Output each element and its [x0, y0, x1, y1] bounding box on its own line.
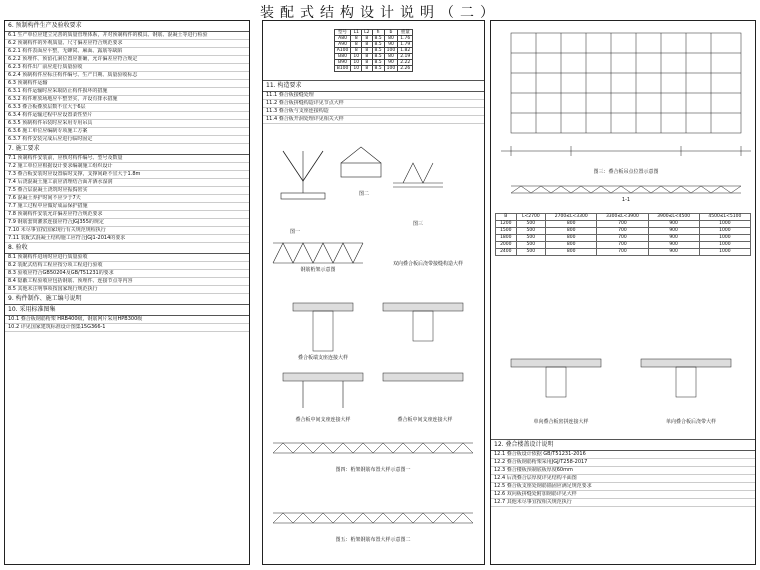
table-cell: 1000	[699, 249, 750, 256]
caption-fig-two: 图二	[358, 191, 369, 197]
caption-mid-support: 叠合板中间支座连接大样	[295, 417, 351, 423]
table-cell: 800	[546, 228, 597, 235]
spec-row: 8.5 其他未注明事项按国家现行规范执行	[5, 286, 249, 294]
spec-row: 10.1 叠合板钢筋桁架 HRB400级，钢筋网片采用HPB300级	[5, 316, 249, 324]
table-cell: 100	[384, 48, 398, 54]
table-row	[496, 221, 751, 228]
spec-row: 6.3.6 施工单位应编制专项施工方案	[5, 128, 249, 136]
spec-row: 7.3 叠合板安装时应设置临时支撑，支撑间距不宜大于1.8m	[5, 171, 249, 179]
table-cell: 100	[384, 66, 398, 72]
table-cell: 10	[351, 60, 362, 66]
connection-detail-2	[283, 373, 363, 408]
table-cell: 800	[546, 242, 597, 249]
table-cell: 700	[597, 228, 648, 235]
table-cell: 10	[351, 66, 362, 72]
table-cell: 900	[648, 249, 699, 256]
spec-row: 8.4 隐蔽工程验收应包括钢筋、预埋件、连接节点等内容	[5, 278, 249, 286]
table-cell: 500	[516, 249, 546, 256]
table-cell: B90	[334, 60, 351, 66]
section-head: 7. 施工要求	[5, 144, 249, 155]
table-cell: 500	[516, 221, 546, 228]
note-row: 12.2 叠合板钢筋桁架采用JGJ/T258-2017	[491, 459, 755, 467]
caption-truss: 钢筋桁架示意图	[300, 267, 336, 273]
spec-row: 7.2 施工单位应根据设计要求编制施工组织设计	[5, 163, 249, 171]
caption-post-pour: 双向叠合板后浇带接缝构造大样	[392, 261, 463, 267]
table-cell: 700	[597, 235, 648, 242]
table-header: L2	[362, 30, 372, 36]
notes-head: 11. 构造要求	[263, 80, 484, 92]
table-cell: 1000	[699, 228, 750, 235]
table-cell: 8	[362, 60, 372, 66]
table-cell: 8.5	[372, 42, 384, 48]
table-header: 3300≤L<3900	[597, 214, 648, 221]
spec-row: 7.6 混凝土养护时间不应少于7天	[5, 195, 249, 203]
table-cell: 8	[362, 36, 372, 42]
spec-row: 6.3.7 构件安装完成后应进行临时固定	[5, 136, 249, 144]
table-header: L<2700	[516, 214, 546, 221]
table-cell: 700	[597, 249, 648, 256]
spec-row: 7.4 后浇混凝土施工前应清理结合面并洒水湿润	[5, 179, 249, 187]
spec-row: 7.10 未尽事宜按国家现行有关规范规程执行	[5, 227, 249, 235]
section-label: 1-1	[621, 197, 631, 203]
table-cell: 8.5	[372, 60, 384, 66]
spec-row: 6.2.4 预制构件应标注构件编号、生产日期、质量验收标志	[5, 72, 249, 80]
table-header: b	[384, 30, 398, 36]
table-cell: 500	[516, 242, 546, 249]
caption-fig-three: 图三	[412, 221, 423, 227]
table-cell: 1.79	[398, 42, 413, 48]
caption-post-pour-strip: 单向叠合板后浇带大样	[665, 419, 716, 425]
table-cell: 900	[648, 221, 699, 228]
table-cell: B80	[334, 54, 351, 60]
lifting-point-figure	[491, 21, 755, 211]
table-cell: 8.5	[372, 54, 384, 60]
spec-row: 8.3 验收应符合GB50204及GB/T51231的要求	[5, 270, 249, 278]
lifting-caption: 图三：叠合板吊点位置示意图	[593, 169, 659, 175]
table-cell: 10	[351, 54, 362, 60]
table-cell: 1000	[699, 221, 750, 228]
table-cell: A100	[334, 48, 351, 54]
note-row: 12.5 叠合板支座处钢筋锚固应满足规范要求	[491, 483, 755, 491]
note-row: 11.4 叠合板开洞处理详见相关大样	[263, 116, 484, 124]
table-header: 2700≤L<3300	[546, 214, 597, 221]
table-cell: 8.5	[372, 66, 384, 72]
spec-row: 7.9 钢筋套筒灌浆连接应符合JGJ355的规定	[5, 219, 249, 227]
table-cell: 8.5	[372, 36, 384, 42]
table-cell: 8	[362, 54, 372, 60]
spec-column-3	[490, 20, 756, 565]
table-cell: 900	[648, 235, 699, 242]
table-header: 3900≤L<4500	[648, 214, 699, 221]
spec-row: 6.2 预制构件的外观质量、尺寸偏差应符合规范要求	[5, 40, 249, 48]
connection-detail-3	[383, 303, 463, 381]
table-cell: 8.5	[372, 48, 384, 54]
spec-row: 8.1 预制构件进场时应进行质量验收	[5, 254, 249, 262]
note-row: 11.2 叠合板拼缝构造详见节点大样	[263, 100, 484, 108]
page-title: 装配式结构设计说明（二）	[260, 5, 500, 21]
note-row: 12.1 叠合板设计依据 GB/T51231-2016	[491, 451, 755, 459]
table-header: 型号	[334, 30, 351, 36]
spec-row: 10.2 详见国家建筑标准设计图集15G366-1	[5, 324, 249, 332]
spec-row: 7.8 预制构件安装允许偏差应符合规范要求	[5, 211, 249, 219]
table-row	[496, 249, 751, 256]
table-cell: 2.19	[398, 54, 413, 60]
caption-end-support: 叠合板端支座连接大样	[297, 355, 348, 361]
truss-diagram	[273, 243, 363, 263]
caption-fig-one: 图一	[289, 229, 300, 235]
table-cell: 800	[546, 235, 597, 242]
note-row: 11.3 叠合板与支座连接构造	[263, 108, 484, 116]
table-cell: 500	[516, 228, 546, 235]
table-cell: 8	[362, 48, 372, 54]
spec-row: 7.1 预制构件安装前，应核对构件编号、型号及数量	[5, 155, 249, 163]
spec-row: 6.2.1 构件表面应平整，无蜂窝、麻面、露筋等缺陷	[5, 48, 249, 56]
figure-three	[393, 163, 443, 187]
section-head: 6. 预制构件生产及验收要求	[5, 21, 249, 32]
table-header: L1	[351, 30, 362, 36]
spec-row: 6.3.4 构件运输过程中应设置柔性垫片	[5, 112, 249, 120]
table-cell: 8	[351, 48, 362, 54]
note-row: 12.7 其他未尽事宜按相关规范执行	[491, 499, 755, 507]
table-cell: 2000	[496, 242, 517, 249]
table-cell: 8	[351, 36, 362, 42]
table-cell: 90	[384, 42, 398, 48]
table-cell: 1.82	[398, 48, 413, 54]
table-cell: B100	[334, 66, 351, 72]
table-cell: 800	[546, 221, 597, 228]
table-cell: 800	[546, 249, 597, 256]
table-cell: 1200	[496, 221, 517, 228]
spec-row: 6.2.2 预埋件、预留孔洞位置应准确，允许偏差应符合规定	[5, 56, 249, 64]
floor-notes	[491, 439, 755, 507]
section-head: 9. 构件制作、施工编号说明	[5, 294, 249, 305]
table-cell: 8	[362, 66, 372, 72]
table-header: B	[496, 214, 517, 221]
table-row	[496, 235, 751, 242]
note-row: 12.6 双向板拼缝处附加钢筋详见大样	[491, 491, 755, 499]
table-header: 4500≤L<5100	[699, 214, 750, 221]
spec-row: 6.1 生产单位应建立完善的质量管理体系，并对预制构件的模具、钢筋、混凝土等进行检验	[5, 32, 249, 40]
table-header: 重量	[398, 30, 413, 36]
note-row: 11.1 叠合板接缝处理	[263, 92, 484, 100]
table-cell: 700	[597, 221, 648, 228]
table-cell: 900	[648, 228, 699, 235]
spec-row: 7.5 叠合层混凝土浇筑时应振捣密实	[5, 187, 249, 195]
caption-mid-support-2: 叠合板中间支座连接大样	[397, 417, 453, 423]
table-cell: 500	[516, 235, 546, 242]
table-cell: 1000	[699, 235, 750, 242]
spec-row: 6.2.3 构件出厂前应进行质量验收	[5, 64, 249, 72]
table-cell: 80	[384, 54, 398, 60]
connection-detail-1	[293, 303, 353, 351]
table-cell: 700	[597, 242, 648, 249]
spec-row: 7.11 装配式混凝土结构施工应符合JGJ1-2014的要求	[5, 235, 249, 243]
spec-row: 6.3.5 预制构件吊装时应采用专用吊具	[5, 120, 249, 128]
section-head: 10. 采用标准图集	[5, 305, 249, 316]
table-cell: 1800	[496, 235, 517, 242]
spec-column-1	[4, 20, 250, 565]
caption-rebar-1: 图四：桁架钢筋布置大样示意图一	[335, 467, 411, 473]
table-cell: A90	[334, 42, 351, 48]
note-row: 12.4 后浇叠合层厚度详见结构平面图	[491, 475, 755, 483]
truss-table	[334, 29, 414, 72]
spec-row: 6.3.3 叠合板叠放层数不宜大于6层	[5, 104, 249, 112]
table-cell: 90	[384, 60, 398, 66]
lifting-table	[495, 213, 751, 256]
joint-details	[491, 339, 755, 419]
table-cell: 8	[362, 42, 372, 48]
rebar-layout-2	[273, 513, 473, 523]
figure-two	[341, 147, 381, 177]
section-head: 8. 验收	[5, 243, 249, 254]
table-row	[496, 242, 751, 249]
table-row	[496, 228, 751, 235]
table-row	[334, 66, 413, 72]
note-row: 12.3 叠合楼板预制底板厚度60mm	[491, 467, 755, 475]
spec-column-2	[262, 20, 485, 565]
table-cell: 1000	[699, 242, 750, 249]
table-cell: 2400	[496, 249, 517, 256]
table-cell: 8	[351, 42, 362, 48]
caption-close-joint: 单向叠合板密拼连接大样	[533, 419, 589, 425]
caption-rebar-2: 图五：桁架钢筋布置大样示意图二	[335, 537, 411, 543]
table-cell: A80	[334, 36, 351, 42]
figure-one	[281, 151, 325, 199]
table-cell: 1500	[496, 228, 517, 235]
table-header: h	[372, 30, 384, 36]
rebar-layout-1	[273, 443, 473, 453]
spec-row: 6.3 预制构件运输	[5, 80, 249, 88]
spec-row: 6.3.1 构件运输时应采取防止构件损坏的措施	[5, 88, 249, 96]
table-cell: 2.26	[398, 66, 413, 72]
floor-notes-head: 12. 叠合楼盖设计说明	[491, 440, 755, 451]
table-cell: 2.22	[398, 60, 413, 66]
table-cell: 80	[384, 36, 398, 42]
table-cell: 900	[648, 242, 699, 249]
spec-row: 8.2 装配式结构工程应按分项工程进行验收	[5, 262, 249, 270]
spec-row: 7.7 施工过程中应做好成品保护措施	[5, 203, 249, 211]
spec-row: 6.3.2 构件堆放场地应平整坚实，并设有排水措施	[5, 96, 249, 104]
table-cell: 1.76	[398, 36, 413, 42]
